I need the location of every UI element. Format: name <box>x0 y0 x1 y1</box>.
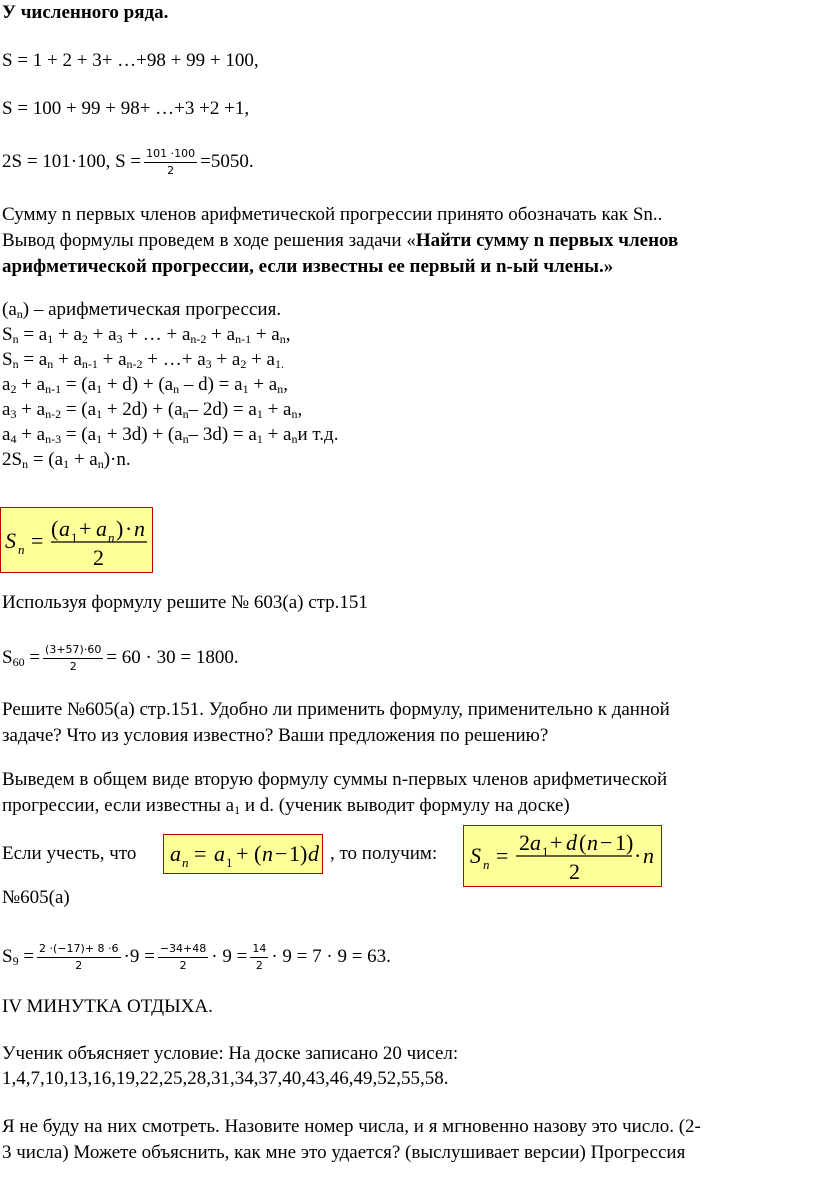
fraction-s60: $\frac{(3+57)\cdot 60}{2}$ <box>45 643 102 673</box>
svg-text:S: S <box>470 843 481 868</box>
fraction-101-100: $\frac{101 \cdot 100}{2}$ <box>146 147 196 177</box>
derive-second-formula-2: прогрессии, если известны $a_1$ и d. (ученик выводит формулу на доске) <box>2 795 570 817</box>
svg-text:S: S <box>5 528 16 553</box>
svg-text:1: 1 <box>71 530 78 545</box>
svg-text:a: a <box>530 830 541 855</box>
svg-text:): ) <box>116 516 124 541</box>
fraction-s9-1: $\frac{2 \cdot(-17)+ 8 \cdot 6}{2}$ <box>39 942 119 972</box>
sum-double-text: 2S = 101·100, S = <box>2 150 142 172</box>
student-explains: Ученик объясняет условие: На доске записано 20 чисел: <box>2 1043 459 1064</box>
sum-forward: S = 1 + 2 + 3+ …+98 + 99 + 100, <box>2 50 259 71</box>
svg-text:−: − <box>600 830 613 855</box>
task-605-line2: задаче? Что из условия известно? Ваши предложения по решению? <box>2 725 549 746</box>
svg-text:1: 1 <box>226 855 233 870</box>
svg-text:=: = <box>194 841 207 866</box>
svg-text:n: n <box>587 830 598 855</box>
heading-numeric-series: У численного ряда. <box>2 2 169 23</box>
svg-text:n: n <box>643 843 654 868</box>
svg-text:·: · <box>125 516 133 541</box>
svg-text:(: ( <box>51 516 59 541</box>
svg-text:(: ( <box>579 830 587 855</box>
s60-calculation: $S_{60}$ = $\frac{(3+57)\cdot 60}{2}$ = 60 · 30 = 1800. <box>2 643 239 673</box>
number-list: 1,4,7,10,13,16,19,22,25,28,31,34,37,40,43,46,49,52,55,58. <box>2 1068 449 1089</box>
sum-result: =5050. <box>200 150 254 172</box>
svg-text:n: n <box>262 841 273 866</box>
s9-calculation: $S_9$ = $\frac{2 \cdot(-17)+ 8 \cdot 6}{2}$ ·9 = $\frac{-34+48}{2}$ · 9 = $\frac{14}{2}$ · 9 = 7 · 9 = 63. <box>2 942 391 972</box>
if-consider-text: Если учесть, что <box>2 843 137 864</box>
pair-sum-2: $a_3 + a_{n-2} = (a_1 + 2d) + (a_n-$ $2d) = a_1 + a_n$, <box>2 399 303 421</box>
formula-nth-term <box>164 835 321 872</box>
svg-text:n: n <box>108 530 115 545</box>
sum-double <box>2 147 254 178</box>
svg-text:=: = <box>496 843 509 868</box>
svg-text:2: 2 <box>569 859 580 884</box>
svg-text:+: + <box>236 841 249 866</box>
paragraph-sum-notation: Сумму n первых членов арифметической прогрессии принято обозначать как Sn.. <box>2 204 663 225</box>
derive-second-formula-1: Выведем в общем виде вторую формулу суммы n-первых членов арифметической <box>2 769 668 790</box>
svg-text:+: + <box>550 830 563 855</box>
svg-text:1: 1 <box>542 844 549 859</box>
svg-text:): ) <box>300 841 308 866</box>
svg-text:a: a <box>96 516 107 541</box>
svg-text:n: n <box>18 542 25 557</box>
formula-sum-first-diff <box>464 826 660 885</box>
svg-text:2: 2 <box>93 545 104 570</box>
sum-n-forward: $S_n = a_1 + a_2 + a_3$ + … + $a_{n-2} + a_{n-1} + a_n$, <box>2 324 291 346</box>
fraction-s9-3: $\frac{14}{2}$ <box>252 942 267 972</box>
pair-sum-1: $a_2 + a_{n-1} = (a_1 + d) + (a_n - d) = a_1 + a_n$, <box>2 374 288 396</box>
trick-text-2: 3 числа) Можете объяснить, как мне это удается? (выслушивает версии) Прогрессия <box>2 1142 686 1163</box>
task-605-label: №605(а) <box>2 887 70 908</box>
sum-backward: S = 100 + 99 + 98+ …+3 +2 +1, <box>2 98 250 119</box>
svg-text:n: n <box>134 516 145 541</box>
svg-text:1: 1 <box>615 830 626 855</box>
progression-def: $(a_n)$ – арифметическая прогрессия. <box>2 299 282 321</box>
svg-text:): ) <box>626 830 634 855</box>
svg-text:n: n <box>182 855 189 870</box>
task-title-part2: арифметической прогрессии, если известны ее первый и n-ый члены.» <box>2 256 614 277</box>
section-rest-minute: IV МИНУТКА ОТДЫХА. <box>2 996 213 1017</box>
svg-text:+: + <box>79 516 92 541</box>
svg-text:n: n <box>483 857 490 872</box>
formula-box-sum-first-diff <box>463 825 662 887</box>
trick-text-1: Я не буду на них смотреть. Назовите номер числа, и я мгновенно назову это число. (2- <box>2 1116 701 1137</box>
use-formula-instruction: Используя формулу решите № 603(а) стр.151 <box>2 592 368 613</box>
formula-box-nth-term <box>163 834 323 874</box>
svg-text:a: a <box>59 516 70 541</box>
svg-text:1: 1 <box>289 841 300 866</box>
svg-text:d: d <box>566 830 577 855</box>
then-we-get-text: , то получим: <box>330 843 438 864</box>
svg-text:a: a <box>214 841 225 866</box>
formula-box-sum-first-last <box>0 507 153 573</box>
pair-sum-3: $a_4 + a_{n-3} = (a_1 + 3d) + (a_n-$ $3d) = a_1 + a_nи$ т.д. <box>2 424 339 446</box>
sum-n-backward: $S_n = a_n + a_{n-1} + a_{n-2}$ + …+ $a_3 + a_2 + a_{1.}$ <box>2 349 284 371</box>
task-605-line1: Решите №605(а) стр.151. Удобно ли применить формулу, применительно к данной <box>2 699 670 720</box>
svg-text:=: = <box>31 528 44 553</box>
svg-text:(: ( <box>254 841 262 866</box>
svg-text:a: a <box>170 841 181 866</box>
task-title-part1: Найти сумму n первых членов <box>415 230 679 251</box>
double-sum-n: $2S_n = (a_1 + a_n)\cdot n$. <box>2 449 131 471</box>
svg-text:−: − <box>275 841 288 866</box>
paragraph-derivation: Вывод формулы проведем в ходе решения задачи «Найти сумму n первых членов <box>2 230 679 251</box>
svg-text:2: 2 <box>519 830 530 855</box>
fraction-s9-2: $\frac{-34+48}{2}$ <box>159 942 207 972</box>
svg-text:·: · <box>634 843 642 868</box>
formula-sum-first-last <box>1 508 151 571</box>
svg-text:d: d <box>308 841 319 866</box>
